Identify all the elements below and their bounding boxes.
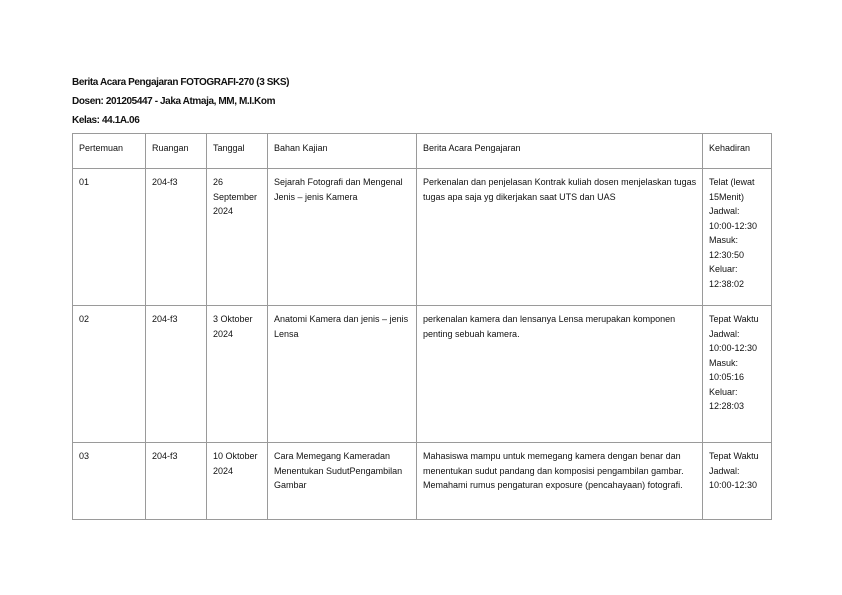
- attendance-schedule: Jadwal: 10:00-12:30: [709, 465, 758, 490]
- cell-pertemuan: 02: [73, 306, 146, 443]
- class-line: Kelas: 44.1A.06: [72, 115, 140, 126]
- cell-kehadiran: [703, 169, 772, 306]
- attendance-schedule: Jadwal: 10:00-12:30: [709, 328, 758, 353]
- cell-pertemuan: 03: [73, 443, 146, 520]
- lecturer-line: Dosen: 201205447 - Jaka Atmaja, MM, M.I.Kom: [72, 96, 276, 107]
- document-header: [72, 76, 289, 133]
- cell-berita-acara: Mahasiswa mampu untuk memegang kamera dengan benar dan menentukan sudut pandang dan komposisi pengambilan gambar. Memahami rumus pengaturan exposure (pencahayaan) fotografi.: [417, 443, 703, 520]
- cell-berita-acara: Perkenalan dan penjelasan Kontrak kuliah dosen menjelaskan tugas tugas apa saja yg dikerjakan saat UTS dan UAS: [417, 169, 703, 306]
- column-header-tanggal: Tanggal: [207, 134, 268, 169]
- cell-bahan-kajian: Sejarah Fotografi dan Mengenal Jenis – jenis Kamera: [268, 169, 417, 306]
- column-header-bahan-kajian: Bahan Kajian: [268, 134, 417, 169]
- table-row: [73, 169, 772, 306]
- table-row: [73, 443, 772, 520]
- teaching-record-table: [72, 133, 772, 520]
- attendance-status: Telat (lewat 15Menit): [709, 177, 755, 202]
- column-header-ruangan: Ruangan: [146, 134, 207, 169]
- cell-berita-acara: perkenalan kamera dan lensanya Lensa merupakan komponen penting sebuah kamera.: [417, 306, 703, 443]
- cell-kehadiran: [703, 443, 772, 520]
- cell-ruangan: 204-f3: [146, 306, 207, 443]
- cell-ruangan: 204-f3: [146, 169, 207, 306]
- attendance-out: Keluar: 12:28:03: [709, 386, 745, 411]
- cell-ruangan: 204-f3: [146, 443, 207, 520]
- attendance-status: Tepat Waktu: [709, 451, 759, 461]
- attendance-schedule: Jadwal: 10:00-12:30: [709, 206, 758, 231]
- cell-kehadiran: [703, 306, 772, 443]
- attendance-in: Masuk: 12:30:50: [709, 235, 745, 260]
- attendance-out: Keluar: 12:38:02: [709, 264, 745, 289]
- cell-bahan-kajian: Cara Memegang Kameradan Menentukan SudutPengambilan Gambar: [268, 443, 417, 520]
- cell-tanggal: 26 September 2024: [207, 169, 268, 306]
- table-row: [73, 306, 772, 443]
- cell-tanggal: 10 Oktober 2024: [207, 443, 268, 520]
- cell-tanggal: 3 Oktober 2024: [207, 306, 268, 443]
- attendance-status: Tepat Waktu: [709, 314, 759, 324]
- column-header-pertemuan: Pertemuan: [73, 134, 146, 169]
- document-title: Berita Acara Pengajaran FOTOGRAFI-270 (3 SKS): [72, 77, 290, 88]
- cell-bahan-kajian: Anatomi Kamera dan jenis – jenis Lensa: [268, 306, 417, 443]
- cell-pertemuan: 01: [73, 169, 146, 306]
- attendance-in: Masuk: 10:05:16: [709, 357, 745, 382]
- table-header-row: [73, 134, 772, 169]
- column-header-berita-acara: Berita Acara Pengajaran: [417, 134, 703, 169]
- column-header-kehadiran: Kehadiran: [703, 134, 772, 169]
